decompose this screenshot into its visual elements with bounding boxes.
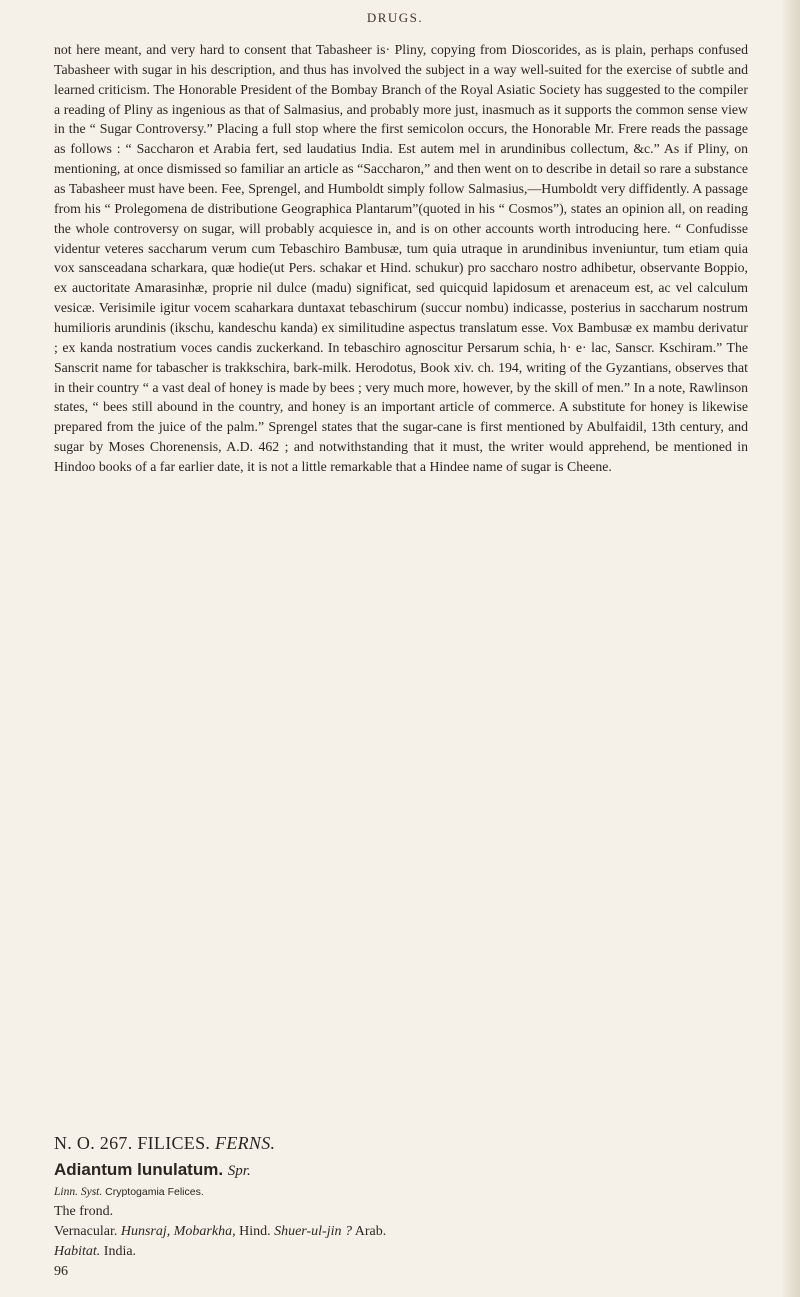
habitat-label: Habitat. [54, 1244, 101, 1259]
species-heading [54, 1160, 748, 1180]
vernacular-hindi: Hunsraj, Mobarkha, [120, 1224, 236, 1239]
arabic-label: Arab. [354, 1224, 387, 1239]
order-common-name: FERNS. [215, 1133, 276, 1153]
species-authority: Spr. [227, 1163, 251, 1179]
linn-class: Cryptogamia Felices. [105, 1186, 204, 1198]
vernacular-label: Vernacular. [54, 1224, 118, 1239]
page-edge [782, 0, 800, 1297]
vernacular-line [54, 1224, 748, 1240]
syst-label: Syst. [80, 1186, 103, 1198]
body-paragraph: not here meant, and very hard to consent that Tabasheer is· Pliny, copying from Dioscorides, as is plain, perhaps confused Tabasheer with sugar in his description, and thus has involved the subject in a way well-suited for the exercise of subtle and learned criticism. The Honorable President of the Bombay Branch of the Royal Asiatic Society has suggested to the compiler a reading of Pliny as ingenious as that of Salmasius, and probably more just, inasmuch as it supports the common sense view in the “ Sugar Controversy.” Placing a full stop where the first semicolon occurs, the Honorable Mr. Frere reads the passage as follows : “ Saccharon et Arabia fert, sed laudatius India. Est autem mel in arundinibus collectum, &c.” As if Pliny, on mentioning, at once dismissed so familiar an article as “Saccharon,” and then went on to describe in detail so rare a substance as Tabasheer must have been. Fee, Sprengel, and Humboldt simply follow Salmasius,—Humboldt very diffidently. A passage from his “ Prolegomena de distributione Geographica Plantarum”(quoted in his “ Cosmos”), states an opinion all, on reading the whole controversy on sugar, will probably acquiesce in, and is on other accounts worth introducing here. “ Confudisse videntur veteres saccharum verum cum Tebaschiro Bambusæ, tum quia utraque in arundinibus inveniuntur, tum etiam quia vox sansceadana scharkara, quæ hodie(ut Pers. schakar et Hind. schukur) pro saccharo nostro adhibetur, observante Boppio, ex auctoritate Amarasinhæ, proprie nil dulce (madu) significat, sed quicquid lapidosum et arenaceum est, ac vel calculum vesicæ. Verisimile igitur vocem scaharkara duntaxat tebaschirum (succur nombu) indicasse, posterius in saccharum nostrum humilioris arundinis (ikschu, kandeschu kanda) ex similitudine aspectus translatum esse. Vox Bambusæ ex mambu derivatur ; ex kanda nostratium voces candis zuckerkand. In tebaschiro agnoscitur Persarum schia, h· e· lac, Sanscr. Kschiram.” The Sanscrit name for tabascher is trakkschira, bark-milk. Herodotus, Book xiv. ch. 194, writing of the Gyzantians, observes that in their country “ a vast deal of honey is made by bees ; very much more, however, by the skill of men.” In a note, Rawlinson states, “ bees still abound in the country, and honey is an important article of commerce. A substitute for honey is likewise prepared from the juice of the palm.” Sprengel states that the sugar-cane is first mentioned by Abulfaidil, 13th century, and sugar by Moses Chorenensis, A.D. 462 ; and notwithstanding that it must, the writer would apprehend, be mentioned in Hindoo books of a far earlier date, it is not a little remarkable that a Hindee name of sugar is Cheene. [54, 42, 748, 475]
part-used: The frond. [54, 1204, 114, 1219]
habitat-line [54, 1244, 748, 1260]
vernacular-arabic: Shuer-ul-jin ? [274, 1224, 352, 1239]
page-number: 96 [54, 1264, 68, 1279]
running-head: DRUGS. [366, 10, 424, 25]
species-name: Adiantum lunulatum. [54, 1160, 224, 1179]
natural-order-heading [54, 1133, 748, 1154]
linnaean-system [54, 1186, 748, 1198]
order-number: N. O. 267. [54, 1133, 133, 1153]
habitat-value: India. [103, 1244, 137, 1259]
linn-label: Linn. [54, 1186, 78, 1198]
order-name: FILICES. [137, 1133, 211, 1153]
hindi-label: Hind. [239, 1224, 271, 1239]
